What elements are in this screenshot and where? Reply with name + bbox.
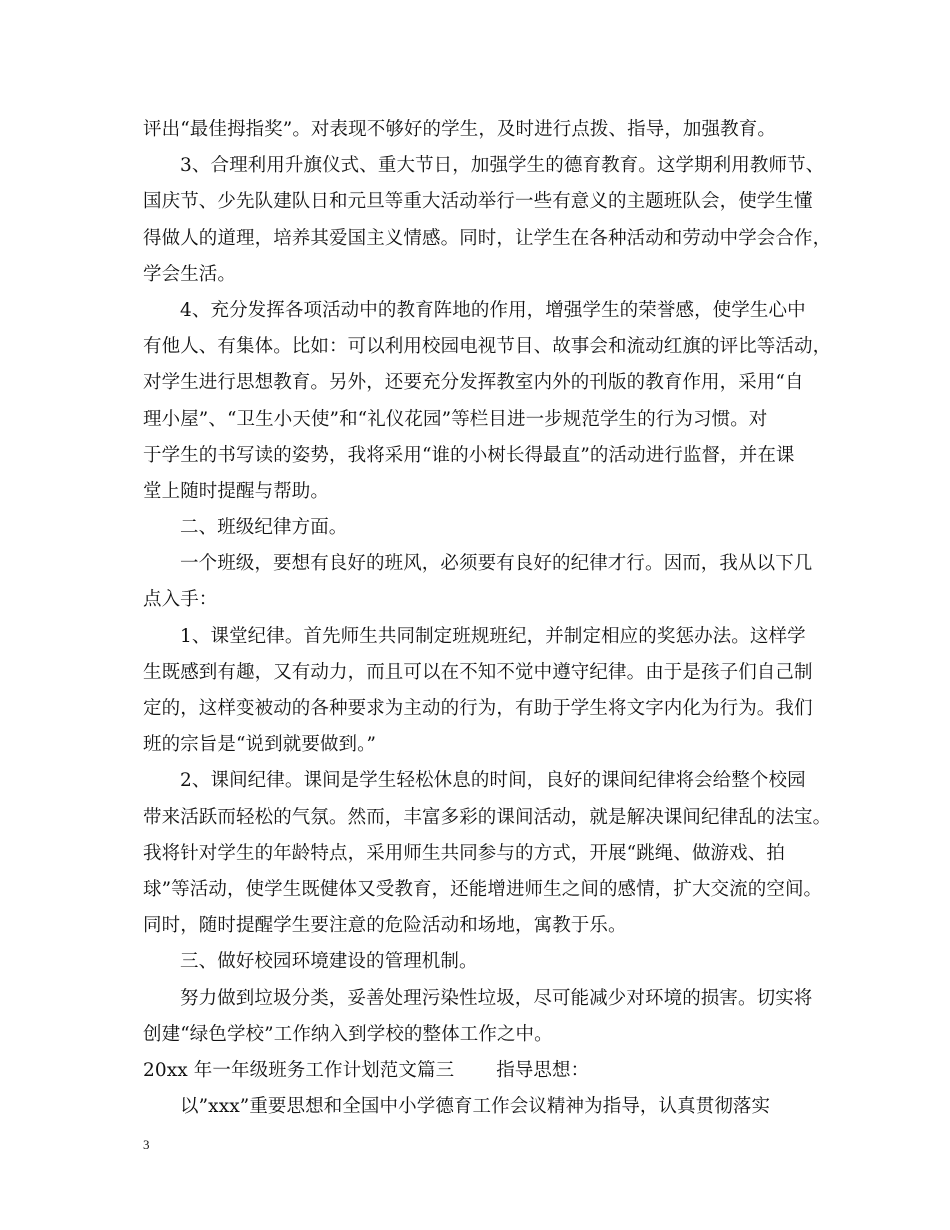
text-line: 堂上随时提醒与帮助。: [143, 480, 330, 502]
text-line: 努力做到垃圾分类，妥善处理污染性垃圾，尽可能减少对环境的损害。切实将: [180, 987, 813, 1009]
text-line: 同时，随时提醒学生要注意的危险活动和场地，寓教于乐。: [143, 915, 627, 937]
text-line: 带来活跃而轻松的气氛。然而，丰富多彩的课间活动，就是解决课间纪律乱的法宝。: [143, 806, 832, 828]
text-line: 有他人、有集体。比如：可以利用校园电视节目、故事会和流动红旗的评比等活动，: [143, 336, 832, 358]
text-line: 3、合理利用升旗仪式、重大节日，加强学生的德育教育。这学期利用教师节、: [180, 155, 825, 177]
text-line: 4、充分发挥各项活动中的教育阵地的作用，增强学生的荣誉感，使学生心中: [180, 299, 806, 321]
text-line: 生既感到有趣，又有动力，而且可以在不知不觉中遵守纪律。由于是孩子们自己制: [143, 661, 813, 683]
section-heading: 二、班级纪律方面。: [180, 517, 348, 539]
text-line: 2、课间纪律。课间是学生轻松休息的时间，良好的课间纪律将会给整个校园: [180, 770, 806, 792]
page-number: 3: [143, 1137, 150, 1152]
article-title: 20xx 年一年级班务工作计划范文篇三: [143, 1059, 455, 1081]
text-line: 我将针对学生的年龄特点，采用师生共同参与的方式，开展“跳绳、做游戏、拍: [143, 842, 785, 864]
text-line: 定的，这样变被动的各种要求为主动的行为，有助于学生将文字内化为行为。我们: [143, 698, 813, 719]
text-line: 对学生进行思想教育。另外，还要充分发挥教室内外的刊版的教育作用，采用“自: [143, 372, 804, 394]
text-line: 一个班级，要想有良好的班风，必须要有良好的纪律才行。因而，我从以下几: [180, 553, 813, 575]
text-line: 学会生活。: [143, 263, 237, 285]
document-body: [143, 112, 833, 1125]
text-line: 1、课堂纪律。首先师生共同制定班规班纪，并制定相应的奖惩办法。这样学: [180, 625, 806, 647]
text-line: 理小屋”、“卫生小天使”和“礼仪花园”等栏目进一步规范学生的行为习惯。对: [143, 408, 768, 430]
text-line: 于学生的书写读的姿势，我将采用“谁的小树长得最直”的活动进行监督，并在课: [143, 444, 795, 466]
text-line: 创建“绿色学校”工作纳入到学校的整体工作之中。: [143, 1023, 553, 1045]
guiding-thought-label: 指导思想：: [496, 1059, 590, 1081]
text-line: 班的宗旨是“说到就要做到。”: [143, 734, 377, 756]
section-heading: 三、做好校园环境建设的管理机制。: [180, 951, 478, 973]
text-line: 点入手：: [143, 589, 218, 611]
text-line: 球”等活动，使学生既健体又受教育，还能增进师生之间的感情，扩大交流的空间。: [143, 878, 823, 900]
text-line: 以”xxx”重要思想和全国中小学德育工作会议精神为指导，认真贯彻落实: [180, 1096, 771, 1118]
text-line: 得做人的道理，培养其爱国主义情感。同时，让学生在各种活动和劳动中学会合作，: [143, 227, 832, 249]
text-line: 国庆节、少先队建队日和元旦等重大活动举行一些有意义的主题班队会，使学生懂: [143, 191, 813, 213]
text-line: 评出“最佳拇指奖”。对表现不够好的学生，及时进行点拨、指导，加强教育。: [143, 119, 776, 140]
article-title-line: [143, 1053, 833, 1089]
